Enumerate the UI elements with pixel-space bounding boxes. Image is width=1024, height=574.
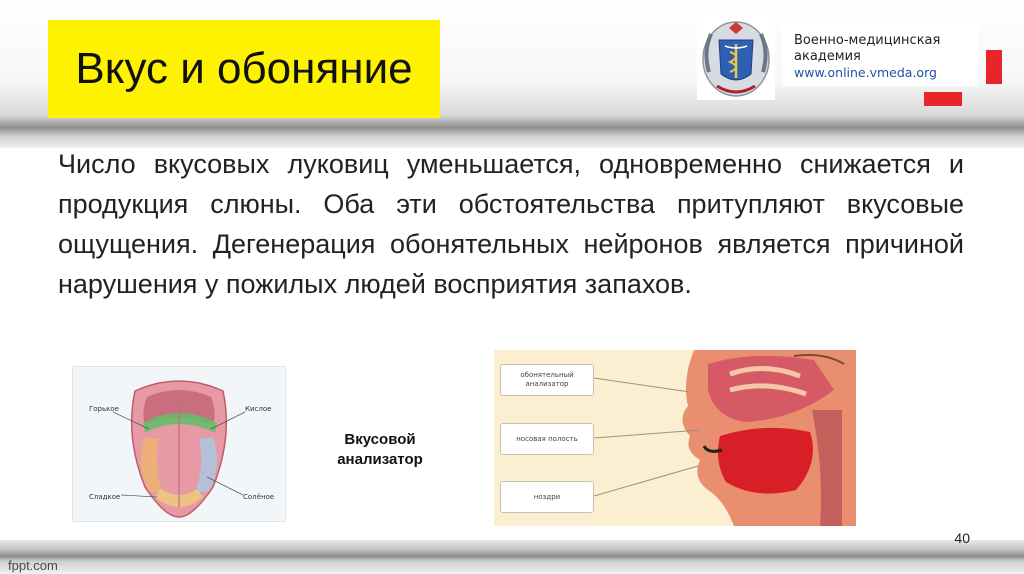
title-box <box>48 20 440 118</box>
analyzer-caption-line1: Вкусовой <box>344 431 416 448</box>
page-number: 40 <box>954 530 970 546</box>
org-url-link[interactable]: www.online.vmeda.org <box>794 65 937 80</box>
head-label-nostrils: ноздри <box>500 481 594 513</box>
tongue-label-salty: Солёное <box>243 493 275 501</box>
analyzer-caption-line2: анализатор <box>337 451 423 468</box>
tongue-label-sweet: Сладкое <box>89 493 121 501</box>
org-name-line2: академия <box>794 49 861 64</box>
head-label-olfactory: обонятельный анализатор <box>500 364 594 396</box>
academy-emblem-icon <box>697 12 775 100</box>
decor-red-block <box>986 50 1002 84</box>
footer-brand: fppt.com <box>8 558 58 573</box>
decor-red-block <box>924 92 962 106</box>
analyzer-caption <box>318 430 442 470</box>
head-section-figure <box>494 350 856 526</box>
tongue-label-sour: Кислое <box>245 405 272 413</box>
slide-title: Вкус и обоняние <box>75 44 413 93</box>
body-paragraph: Число вкусовых луковиц уменьшается, одновременно снижается и продукция слюны. Оба эти обстоятельства притупляют вкусовые ощущения. Дегенерация обонятельных нейронов является причиной нарушения у пожилых людей восприятия запахов. <box>58 149 964 299</box>
footer-band <box>0 540 1024 574</box>
org-name-line1: Военно-медицинская <box>794 33 941 48</box>
tongue-figure <box>72 366 286 522</box>
head-label-nasal: носовая полость <box>500 423 594 455</box>
tongue-label-bitter: Горькое <box>89 405 119 413</box>
org-info <box>782 22 978 86</box>
